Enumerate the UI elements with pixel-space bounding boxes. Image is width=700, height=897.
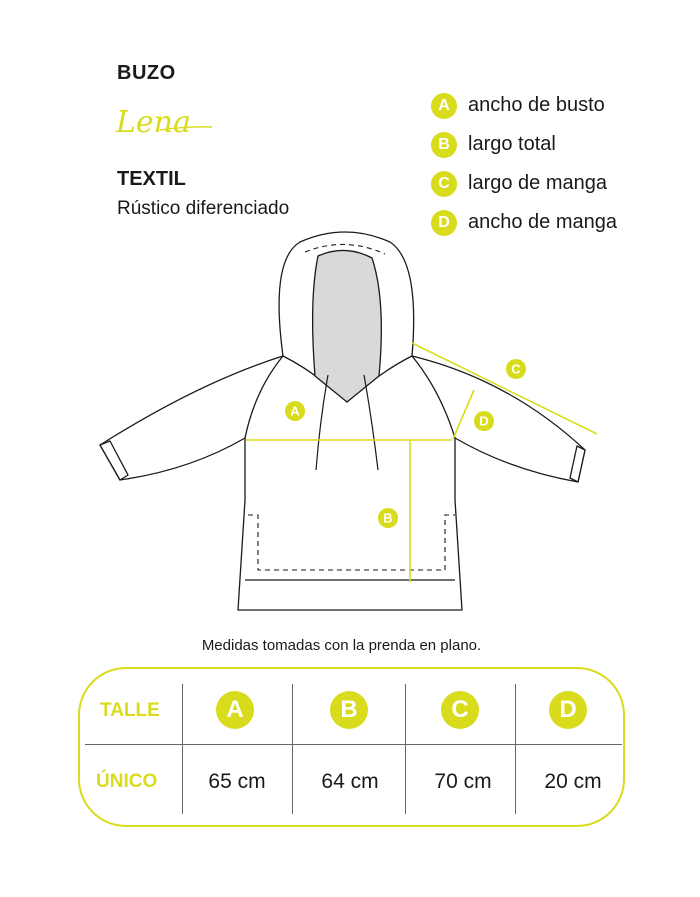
table-cell-a: 65 cm (208, 770, 266, 793)
hoodie-outline (100, 232, 585, 610)
table-column-divider (405, 684, 406, 814)
table-header-talle: TALLE (100, 700, 160, 721)
legend-item-b (431, 125, 617, 164)
legend-item-c (431, 164, 617, 203)
table-header-c: C (441, 691, 479, 729)
measurement-legend (431, 86, 617, 242)
marker-a-label: A (290, 403, 300, 419)
hood-lining (313, 250, 382, 402)
marker-b-label: B (383, 510, 393, 526)
legend-item-a (431, 86, 617, 125)
table-column-divider (515, 684, 516, 814)
table-column-divider (182, 684, 183, 814)
legend-badge-b: B (431, 132, 457, 158)
table-cell-d: 20 cm (544, 770, 602, 793)
table-column-divider (292, 684, 293, 814)
legend-badge-c: C (431, 171, 457, 197)
legend-badge-a: A (431, 93, 457, 119)
table-header-b: B (330, 691, 368, 729)
product-title: BUZO (117, 62, 176, 84)
marker-d-label: D (479, 413, 489, 429)
legend-label-c: largo de manga (468, 172, 607, 194)
table-header-d: D (549, 691, 587, 729)
fabric-value: Rústico diferenciado (117, 198, 290, 219)
hoodie-diagram (0, 220, 700, 620)
marker-c-label: C (511, 361, 521, 377)
table-row-size: ÚNICO (96, 771, 158, 792)
legend-label-d: ancho de manga (468, 211, 618, 233)
table-cell-b: 64 cm (321, 770, 379, 793)
legend-label-b: largo total (468, 133, 556, 155)
table-divider (85, 744, 622, 745)
table-cell-c: 70 cm (434, 770, 492, 793)
fabric-label: TEXTIL (117, 168, 186, 190)
legend-label-a: ancho de busto (468, 94, 605, 116)
measurement-note: Medidas tomadas con la prenda en plano. (201, 637, 482, 654)
legend-badge-d: D (431, 210, 457, 236)
table-header-a: A (216, 691, 254, 729)
script-name-text: Lena (116, 105, 191, 140)
product-name-script (112, 100, 222, 144)
